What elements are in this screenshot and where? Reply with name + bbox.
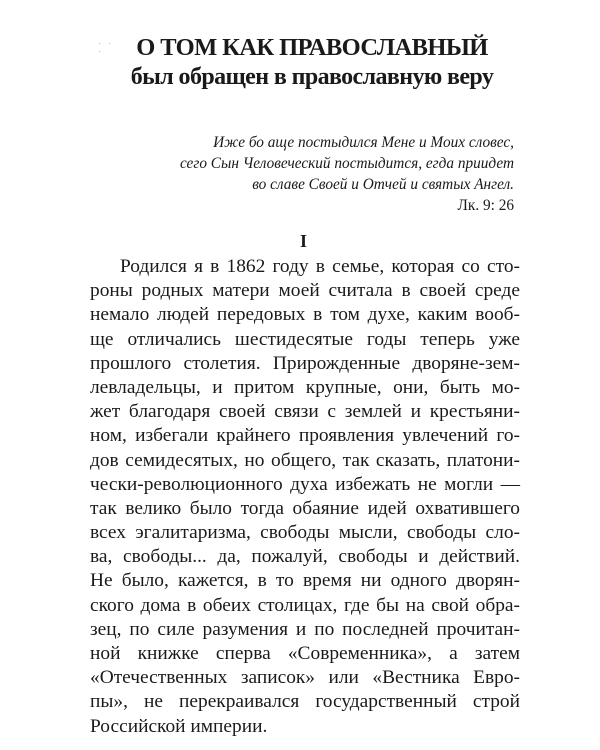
- text-line: жет благодаря своей связи с землей и крестьяни-: [90, 401, 520, 423]
- text-line: зец, по силе разумения и по последней прочитан-: [90, 618, 520, 640]
- chapter-title-line-2: был обращен в православную веру: [130, 64, 494, 90]
- text-line: «Отечественных записок» или «Вестника Евро-: [90, 667, 520, 689]
- text-line: Не было, кажется, в то время ни одного дворян-: [90, 570, 520, 592]
- epigraph-line: сего Сын Человеческий постыдится, егда приидет: [179, 155, 514, 172]
- text-line: Родился я в 1862 году в семье, которая со сто-: [120, 256, 520, 277]
- body-paragraph: [90, 255, 520, 739]
- epigraph: [180, 132, 514, 195]
- text-line: ского дома в обеих столицах, где бы на свой обра-: [90, 594, 520, 616]
- text-line: Российской империи.: [90, 715, 268, 737]
- text-line: ва, свободы... да, пожалуй, свободы и действий.: [90, 546, 520, 568]
- text-line: ще отличались шестидесятые годы теперь уже: [90, 328, 520, 350]
- text-line: роны родных матери моей считала в своей среде: [90, 280, 520, 302]
- text-line: всех эгалитаризма, свободы мысли, свободы сло-: [90, 522, 520, 544]
- text-line: прошлого столетия. Прирожденные дворяне-зем-: [90, 352, 520, 374]
- text-line: дов семидесятых, но общего, так сказать, платони-: [90, 449, 520, 471]
- print-speck: · · ·: [98, 39, 114, 58]
- text-line: левладельцы, и притом крупные, они, быть мо-: [90, 376, 520, 398]
- epigraph-line: во славе Своей и Отчей и святых Ангел.: [252, 176, 514, 193]
- text-line: немало людей передовых в том духе, каким вооб-: [90, 304, 520, 326]
- text-line: пы», не перекраивался государственный строй: [90, 691, 520, 713]
- text-line: так велико было тогда обаяние идей охватившего: [90, 497, 520, 519]
- section-number: I: [300, 231, 308, 251]
- text-line: чески-революционного духа избежать не могли —: [90, 473, 520, 495]
- text-line: ном, избегали крайнего проявления увлечений го-: [90, 425, 520, 447]
- epigraph-reference: Лк. 9: 26: [457, 197, 514, 214]
- chapter-title-line-1: О ТОМ КАК ПРАВОСЛАВНЫЙ: [136, 34, 488, 61]
- epigraph-line: Иже бо аще постыдился Мене и Моих словес,: [213, 134, 514, 151]
- text-line: ной книжке сперва «Современника», а затем: [90, 643, 520, 664]
